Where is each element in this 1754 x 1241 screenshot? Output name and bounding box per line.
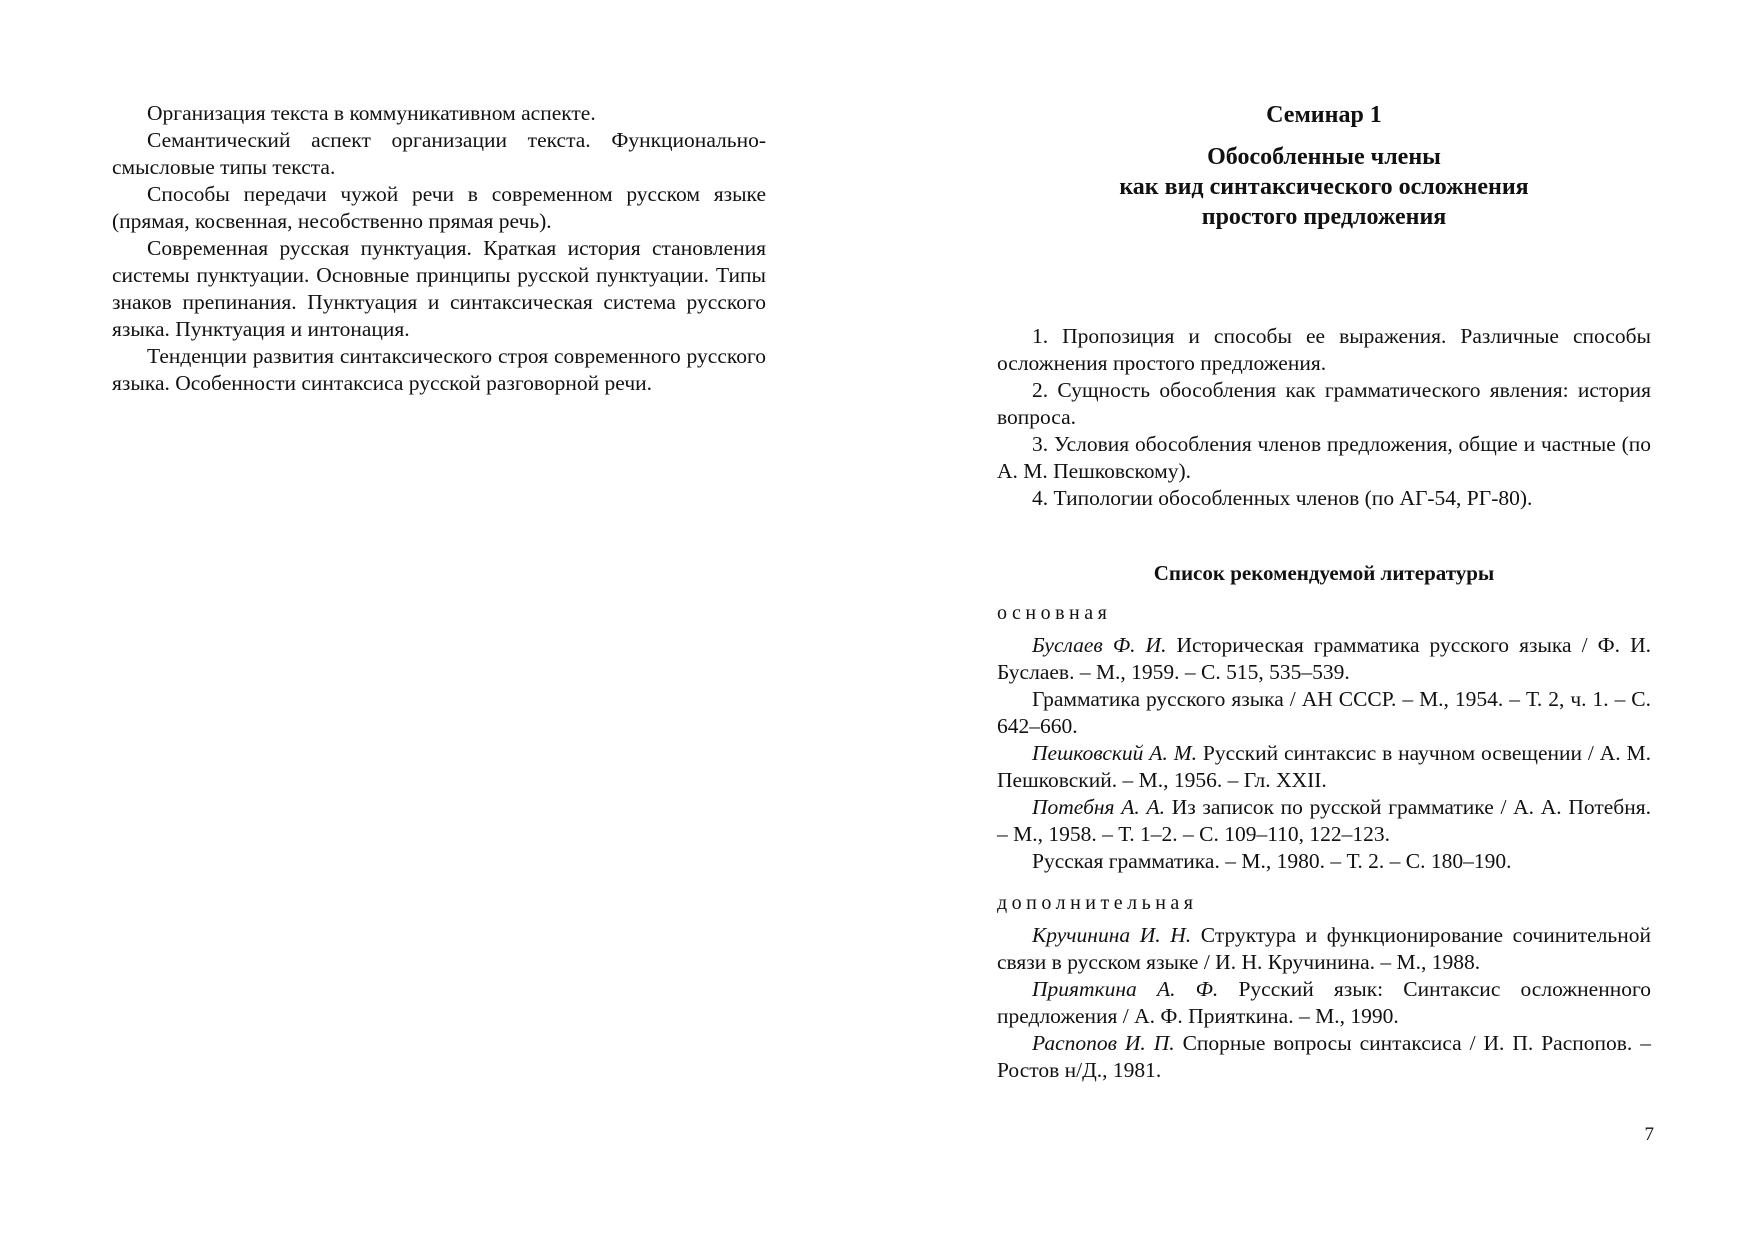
question-list (997, 323, 1651, 512)
reference-text: Спорные вопросы синтаксиса / И. П. Распопов. – Ростов н/Д., 1981. (997, 1031, 1651, 1082)
reference-text: Русская грамматика. – М., 1980. – Т. 2. – С. 180–190. (1032, 849, 1512, 873)
question-item: 1. Пропозиция и способы ее выражения. Различные способы осложнения простого предложения. (997, 324, 1651, 375)
paragraph-punctuation: Современная русская пунктуация. Краткая история становления системы пунктуации. Основные принципы русской пунктуации. Типы знаков препинания. Пунктуация и синтаксическая система русского языка. Пунктуация и интонация. (112, 236, 766, 341)
reference-item (997, 976, 1651, 1030)
reference-author: Буслаев Ф. И. (1032, 633, 1167, 657)
page-number: 7 (1644, 1124, 1654, 1145)
reference-author: Кручинина И. Н. (1032, 923, 1192, 947)
main-literature-list (997, 632, 1651, 875)
reference-item (997, 848, 1651, 875)
reference-item (997, 632, 1651, 686)
left-page (112, 100, 766, 397)
main-literature-label: основная (997, 602, 1112, 624)
reference-text: Структура и функционирование сочинительной связи в русском языке / И. Н. Кручинина. – М., 1988. (997, 923, 1651, 974)
reference-author: Прияткина А. Ф. (1032, 977, 1219, 1001)
paragraph-semantic-aspect: Семантический аспект организации текста. Функционально-смысловые типы текста. (112, 128, 766, 179)
extra-literature-label: дополнительная (997, 892, 1198, 914)
seminar-title-line: простого предложения (1201, 204, 1447, 230)
paragraph-reported-speech: Способы передачи чужой речи в современном русском языке (прямая, косвенная, несобственно прямая речь). (112, 182, 766, 233)
paragraph-syntax-trends: Тенденции развития синтаксического строя современного русского языка. Особенности синтаксиса русской разговорной речи. (112, 344, 766, 395)
seminar-heading: Семинар 1 (1266, 102, 1382, 128)
reference-text: Грамматика русского языка / АН СССР. – М., 1954. – Т. 2, ч. 1. – С. 642–660. (997, 687, 1651, 738)
question-item: 4. Типологии обособленных членов (по АГ-54, РГ-80). (1032, 486, 1533, 510)
seminar-title-line: Обособленные члены (1207, 144, 1441, 170)
reference-item (997, 794, 1651, 848)
question-item: 3. Условия обособления членов предложения, общие и частные (по А. М. Пешковскому). (997, 432, 1651, 483)
reference-author: Пешковский А. М. (1032, 741, 1197, 765)
reference-text: Историческая грамматика русского языка / Ф. И. Буслаев. – М., 1959. – С. 515, 535–539. (997, 633, 1651, 684)
reference-author: Потебня А. А. (1032, 795, 1165, 819)
reference-item (997, 686, 1651, 740)
reference-author: Распопов И. П. (1032, 1031, 1175, 1055)
seminar-title (997, 142, 1651, 232)
seminar-title-line: как вид синтаксического осложнения (1119, 174, 1529, 200)
paragraph-text-organization: Организация текста в коммуникативном аспекте. (147, 101, 596, 125)
reference-item (997, 740, 1651, 794)
reference-text: Из записок по русской грамматике / А. А. Потебня. – М., 1958. – Т. 1–2. – С. 109–110, 122–123. (997, 795, 1651, 846)
literature-heading: Список рекомендуемой литературы (1153, 561, 1495, 585)
question-item: 2. Сущность обособления как грамматического явления: история вопроса. (997, 378, 1651, 429)
reference-item (997, 1030, 1651, 1084)
reference-text: Русский синтаксис в научном освещении / А. М. Пешковский. – М., 1956. – Гл. XXII. (997, 741, 1651, 792)
reference-text: Русский язык: Синтаксис осложненного предложения / А. Ф. Прияткина. – М., 1990. (997, 977, 1651, 1028)
right-page (997, 100, 1651, 1084)
reference-item (997, 922, 1651, 976)
extra-literature-list (997, 922, 1651, 1084)
